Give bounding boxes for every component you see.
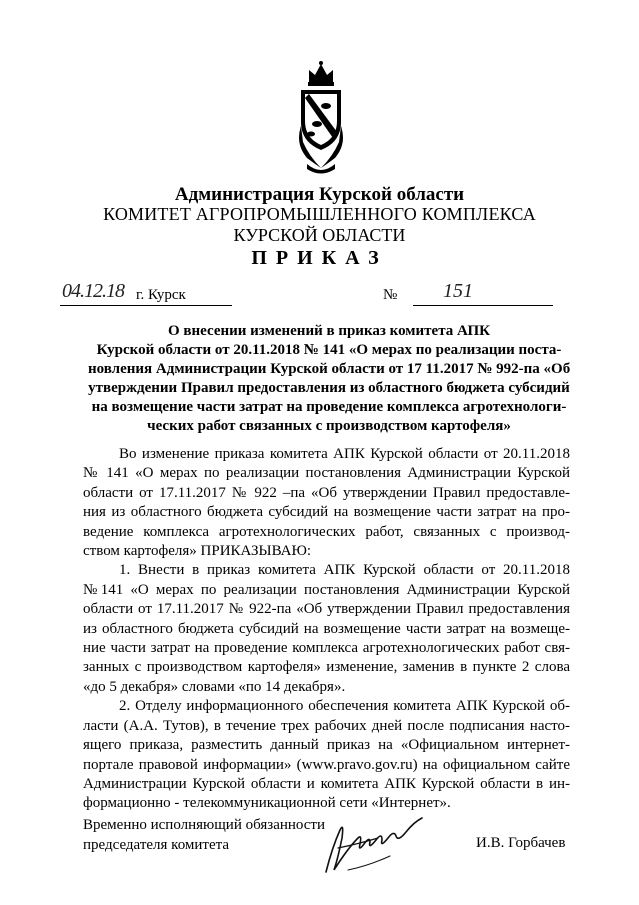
handwritten-number: 151 [443,280,473,302]
number-sign: № [383,287,398,303]
date-city-suffix: г. Курск [136,287,186,303]
body-line: занных с производством картофеля» изменение, заменив в пункте 2 слова [83,659,570,676]
document-type-title: ПРИКАЗ [251,247,388,269]
subject-line: ческих работ связанных с производством картофеля» [147,418,511,434]
body-line: ние части затрат на проведение комплекса агротехнологических работ свя- [83,640,570,657]
number-field [413,280,553,306]
handwritten-date: 04.12.18 [62,280,124,302]
document-body [83,445,570,814]
body-line: портале правовой информации» (www.pravo.gov.ru) на официальном сайте [83,756,570,773]
body-line: ведение комплекса агротехнологических работ, связанных с производ- [83,523,570,540]
body-line: Администрации Курской области и комитета АПК Курской области в ин- [83,775,570,792]
body-line: № 141 «О мерах по реализации постановления Администрации Курской [83,465,570,482]
body-line: из областного бюджета субсидий на возмещение части затрат на возмеще- [83,620,570,637]
body-line: 2. Отделу информационного обеспечения комитета АПК Курской об- [119,698,570,715]
signer-position-line: председателя комитета [83,837,230,853]
body-line: области от 17.11.2017 № 922 –па «Об утверждении Правил предоставле- [83,484,570,501]
signer-name: И.В. Горбачев [476,835,566,851]
handwritten-signature [318,808,430,880]
body-line: ласти (А.А. Тутов), в течение трех рабочих дней после подписания насто- [83,717,570,734]
body-line: ящего приказа, разместить данный приказ на «Официальном интернет- [83,737,570,754]
body-line: 1. Внести в приказ комитета АПК Курской области от 20.11.2018 [119,562,570,579]
body-line: ством картофеля» ПРИКАЗЫВАЮ: [83,543,312,560]
subject-line: на возмещение части затрат на проведение комплекса агротехнологи- [91,399,567,415]
body-line: №141 «О мерах по реализации постановления Администрации Курской [83,581,570,598]
committee-name-line-2: КУРСКОЙ ОБЛАСТИ [233,225,406,245]
subject-line: Курской области от 20.11.2018 № 141 «О мерах по реализации поста- [96,342,562,358]
date-field [60,280,232,306]
organization-name: Администрация Курской области [174,184,465,205]
signer-position [83,815,325,855]
subject-line: утверждении Правил предоставления из областного бюджета субсидий [88,380,570,396]
document-subject [88,322,570,436]
subject-line: новления Администрации Курской области от 17 11.2017 № 992-па «Об [88,361,571,377]
body-line: формационно - телекоммуникационной сети «Интернет». [83,795,451,812]
body-line: области от 17.11.2017 № 922-па «Об утверждении Правил предоставления [83,601,570,618]
signer-position-line: Временно исполняющий обязанности [83,817,326,833]
body-line: ния из областного бюджета субсидий на возмещение части затрат на про- [83,504,570,521]
body-line: Во изменение приказа комитета АПК Курской области от 20.11.2018 [119,446,570,462]
subject-line: О внесении изменений в приказ комитета АПК [167,323,490,339]
coat-of-arms-emblem [295,60,347,178]
body-line: «до 5 декабря» словами «по 14 декабря». [83,678,346,695]
committee-name-line-1: КОМИТЕТ АГРОПРОМЫШЛЕННОГО КОМПЛЕКСА [103,204,536,224]
